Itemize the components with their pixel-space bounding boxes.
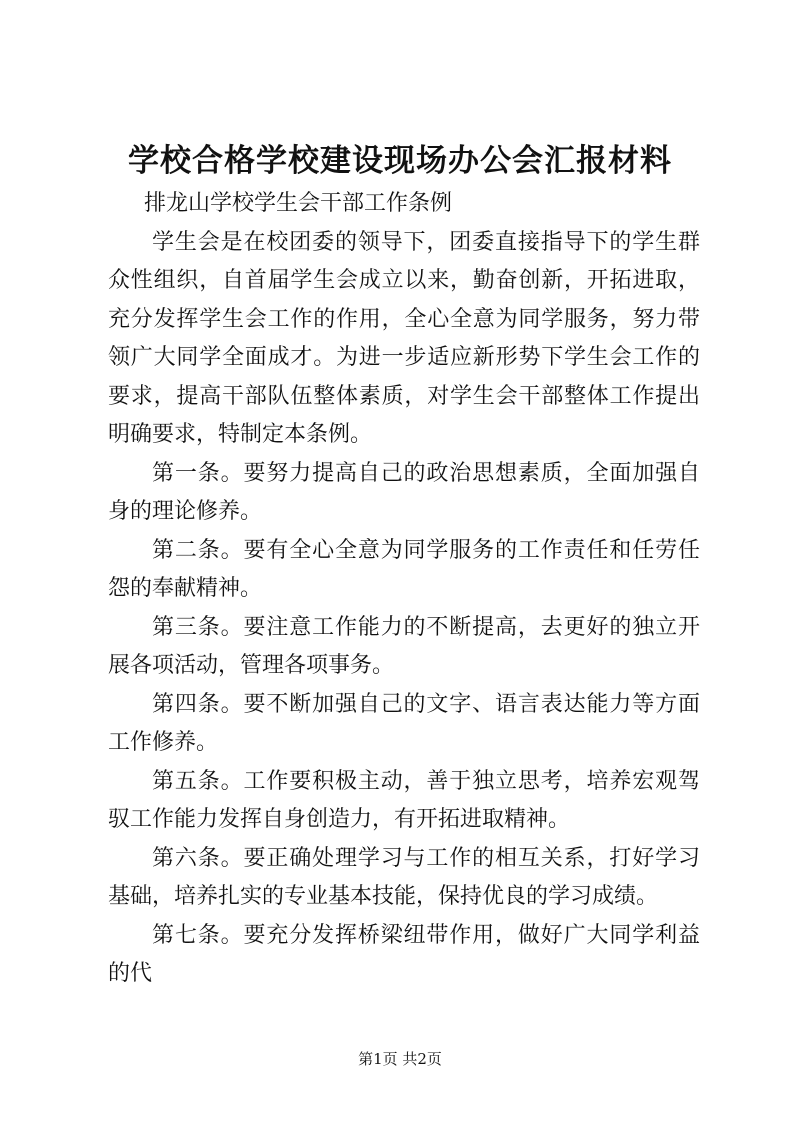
paragraph-article-5: 第五条。工作要积极主动，善于独立思考，培养宏观驾驭工作能力发挥自身创造力，有开拓进取精神。 (108, 768, 700, 832)
document-subtitle: 排龙山学校学生会干部工作条例 (144, 191, 453, 216)
paragraph-article-1: 第一条。要努力提高自己的政治思想素质，全面加强自身的理论修养。 (108, 460, 700, 524)
paragraph-article-2: 第二条。要有全心全意为同学服务的工作责任和任劳任怨的奉献精神。 (108, 537, 700, 601)
paragraph-article-4: 第四条。要不断加强自己的文字、语言表达能力等方面工作修养。 (108, 691, 700, 755)
document-body (108, 185, 700, 994)
paragraph-intro: 学生会是在校团委的领导下，团委直接指导下的学生群众性组织，自首届学生会成立以来，勤奋创新，开拓进取，充分发挥学生会工作的作用，全心全意为同学服务，努力带领广大同学全面成才。为进一步适应新形势下学生会工作的要求，提高干部队伍整体素质，对学生会干部整体工作提出明确要求，特制定本条例。 (108, 229, 700, 447)
paragraph-article-3: 第三条。要注意工作能力的不断提高，去更好的独立开展各项活动，管理各项事务。 (108, 614, 700, 678)
paragraph-article-6: 第六条。要正确处理学习与工作的相互关系，打好学习基础，培养扎实的专业基本技能，保持优良的学习成绩。 (108, 845, 700, 909)
page-footer: 第1页 共2页 (358, 1050, 442, 1068)
paragraph-article-7: 第七条。要充分发挥桥梁纽带作用，做好广大同学利益的代 (108, 922, 700, 986)
document-title: 学校合格学校建设现场办公会汇报材料 (128, 143, 672, 179)
